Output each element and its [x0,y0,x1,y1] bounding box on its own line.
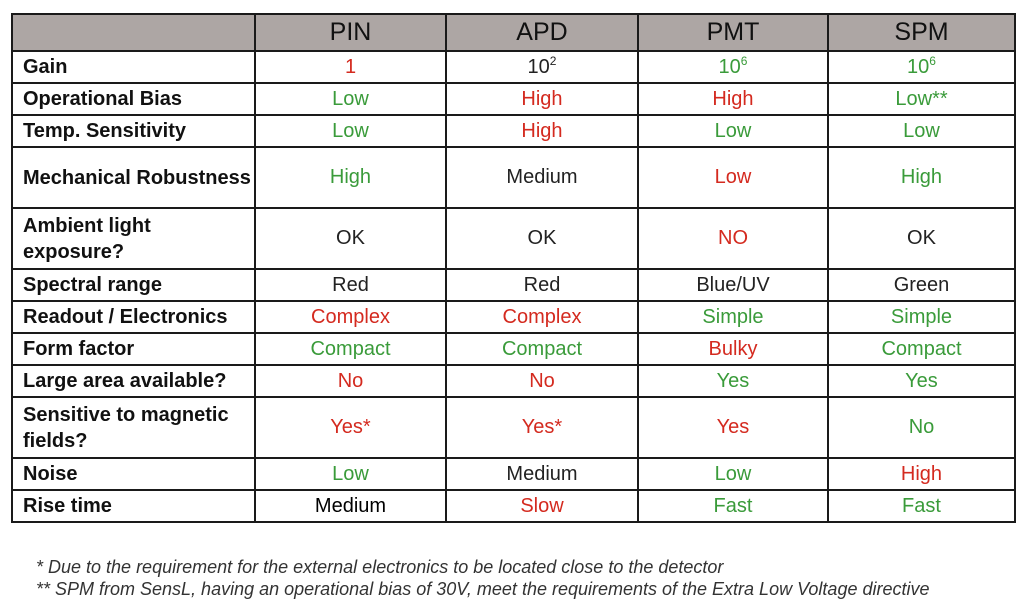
row-label: Spectral range [12,269,255,301]
cell-pmt [638,147,828,208]
cell-value: Red [332,273,369,296]
cell-value: Yes [905,369,938,392]
table-row [12,115,1015,147]
row-label: Temp. Sensitivity [12,115,255,147]
cell-pin [255,269,446,301]
cell-apd [446,208,638,269]
cell-value: Low [332,119,369,142]
cell-apd [446,83,638,115]
cell-value: Fast [902,494,941,517]
cell-value: No [908,416,935,438]
cell-value: Red [523,273,561,296]
row-label: Rise time [12,490,255,522]
cell-apd [446,115,638,147]
cell-value: Yes* [521,416,563,438]
cell-value: High [900,166,943,188]
cell-value: Complex [502,305,582,328]
row-label: Gain [12,51,255,83]
row-label: Form factor [12,333,255,365]
cell-value: 10 [527,55,550,78]
header-row [12,14,1015,51]
cell-value: OK [527,227,557,249]
row-label: Mechanical Robustness [12,147,255,208]
table-row [12,365,1015,397]
table-row [12,458,1015,490]
table-row [12,208,1015,269]
footnote-double-asterisk: ** SPM from SensL, having an operational bias of 30V, meet the requirements of the Extra Low Voltage directive [36,579,930,599]
cell-pin [255,490,446,522]
table-row [12,397,1015,458]
cell-exponent: 6 [929,53,936,68]
cell-spm [828,301,1015,333]
table-row [12,490,1015,522]
comparison-table [11,13,1016,523]
cell-value: Low [714,462,752,485]
cell-value: 10 [718,55,741,78]
cell-value: Complex [311,305,390,328]
cell-value: Simple [702,305,764,328]
cell-pin [255,208,446,269]
cell-value: Simple [890,305,953,328]
table-row [12,83,1015,115]
table-row [12,51,1015,83]
cell-pin [255,301,446,333]
cell-apd [446,147,638,208]
cell-pmt [638,397,828,458]
cell-spm [828,365,1015,397]
cell-spm [828,458,1015,490]
row-label: Ambient light exposure? [12,208,255,269]
row-label: Readout / Electronics [12,301,255,333]
cell-apd [446,333,638,365]
cell-pin [255,365,446,397]
cell-value: High [712,87,754,110]
cell-spm [828,83,1015,115]
row-label: Noise [12,458,255,490]
cell-spm [828,51,1015,83]
cell-spm [828,397,1015,458]
cell-pmt [638,269,828,301]
cell-pmt [638,458,828,490]
cell-spm [828,115,1015,147]
cell-value: Medium [506,166,578,188]
cell-value: Blue/UV [696,273,770,296]
cell-value: Yes* [330,416,371,438]
cell-value: High [900,462,943,485]
column-header-spm: SPM [828,14,1015,51]
cell-spm [828,147,1015,208]
cell-pmt [638,333,828,365]
cell-value: Compact [310,337,391,360]
cell-pmt [638,83,828,115]
cell-apd [446,301,638,333]
cell-value: Low [714,166,752,188]
cell-exponent: 2 [549,53,557,68]
cell-value: 10 [907,55,930,78]
cell-value: OK [907,227,936,249]
cell-apd [446,269,638,301]
cell-value: Low [903,119,940,142]
row-label: Large area available? [12,365,255,397]
cell-pin [255,333,446,365]
footnote-single-asterisk: * Due to the requirement for the external electronics to be located close to the detector [36,557,724,577]
cell-value: Fast [713,494,753,517]
table-row [12,269,1015,301]
cell-pmt [638,115,828,147]
cell-apd [446,490,638,522]
cell-value: Low [714,119,752,142]
cell-value: OK [336,227,365,249]
column-header-pmt: PMT [638,14,828,51]
cell-pin [255,51,446,83]
cell-spm [828,208,1015,269]
cell-apd [446,397,638,458]
cell-value: Green [893,273,950,296]
cell-value: Low [332,87,369,110]
cell-value: Slow [520,494,564,517]
cell-pin [255,397,446,458]
cell-value: Low [332,462,369,485]
cell-value: Low** [895,87,948,110]
table-row [12,147,1015,208]
cell-pin [255,83,446,115]
cell-pin [255,458,446,490]
cell-value: Medium [506,462,578,485]
cell-value: Compact [881,337,962,360]
cell-value: Compact [501,337,583,360]
table-row [12,301,1015,333]
cell-apd [446,458,638,490]
cell-pin [255,147,446,208]
cell-value: Bulky [708,337,758,360]
column-header-apd: APD [446,14,638,51]
cell-value: High [329,166,372,188]
cell-value: High [521,119,563,142]
table-row [12,333,1015,365]
cell-apd [446,51,638,83]
cell-value: NO [718,227,748,249]
cell-exponent: 6 [740,53,748,68]
row-label: Operational Bias [12,83,255,115]
cell-pmt [638,208,828,269]
cell-value: No [529,369,555,392]
cell-value: Yes [716,416,750,438]
cell-value: Medium [314,494,387,517]
cell-spm [828,490,1015,522]
cell-pmt [638,301,828,333]
cell-value: No [337,369,364,392]
cell-value: 1 [344,55,357,78]
cell-spm [828,333,1015,365]
row-label: Sensitive to magnetic fields? [12,397,255,458]
cell-value: High [521,87,563,110]
corner-header-cell [12,14,255,51]
cell-pmt [638,490,828,522]
cell-spm [828,269,1015,301]
cell-value: Yes [716,369,750,392]
cell-pmt [638,51,828,83]
column-header-pin: PIN [255,14,446,51]
cell-apd [446,365,638,397]
cell-pmt [638,365,828,397]
cell-pin [255,115,446,147]
